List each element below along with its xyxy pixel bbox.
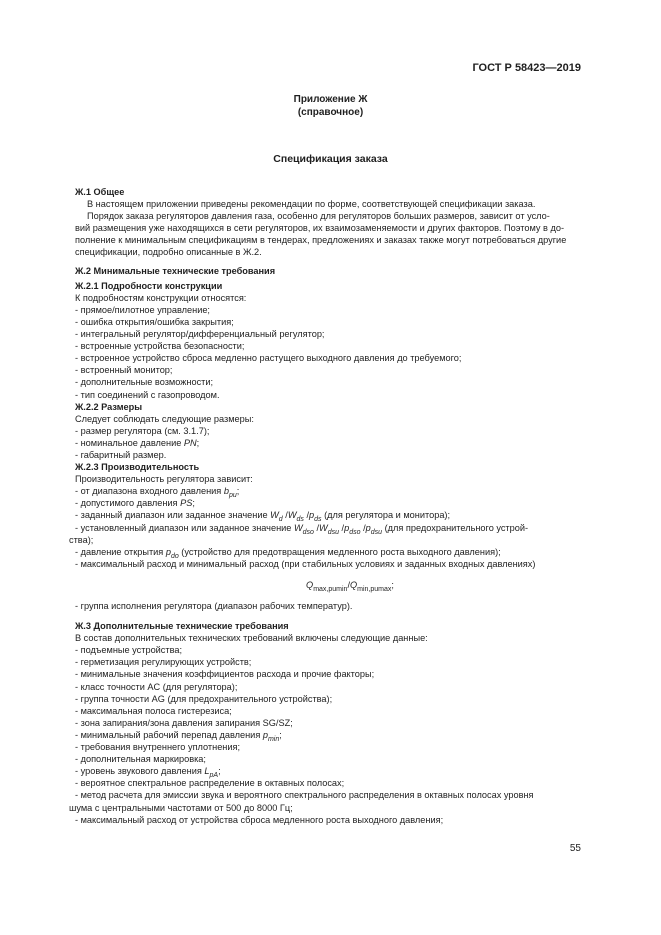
- section-title: Спецификация заказа: [273, 153, 388, 165]
- list-item: - максимальная полоса гистерезиса;: [75, 705, 232, 716]
- paragraph: В настоящем приложении приведены рекомендации по форме, соответствующей спецификации заказа.: [87, 199, 536, 210]
- list-item: - герметизация регулирующих устройств;: [75, 657, 252, 668]
- list-construction: [75, 304, 585, 401]
- list-item: - встроенное устройство сброса медленно растущего выходного давления до требуемого;: [75, 353, 462, 364]
- list-item: - группа точности AG (для предохранительного устройства);: [75, 693, 333, 704]
- list-item: - встроенные устройства безопасности;: [75, 341, 245, 352]
- list-item: - заданный диапазон или заданное значение $W_d$ $/W_{ds}$ $/p_{ds}$ (для регулятора и монитора);: [75, 510, 451, 524]
- list-item-continuation: шума с центральными частотами от 500 до 8000 Гц;: [69, 802, 293, 813]
- heading-zh1: Ж.1 Общее: [75, 187, 125, 197]
- paragraph-line: вий размещения уже находящихся в сети регуляторов, их взаимозаменяемости и других факторов. Поэтому в до-: [75, 223, 564, 234]
- list-item: - максимальный расход от устройства сброса медленного роста выходного давления;: [75, 814, 444, 825]
- list-item: - габаритный размер.: [75, 449, 167, 460]
- list-intro: В состав дополнительных технических требований включены следующие данные:: [75, 633, 428, 644]
- appendix-title: Приложение Ж: [293, 94, 368, 105]
- heading-zh3: Ж.3 Дополнительные технические требования: [75, 621, 289, 632]
- list-item: - группа исполнения регулятора (диапазон рабочих температур).: [75, 601, 353, 611]
- paragraph-line: Порядок заказа регуляторов давления газа, особенно для регуляторов больших размеров, зависит от усло-: [87, 211, 550, 222]
- paragraph-line: полнение к минимальным спецификациям в тендерах, предложениях и заказах также могут потребоваться другие: [75, 235, 567, 246]
- list-item: - прямое/пилотное управление;: [75, 304, 210, 315]
- standard-designation: ГОСТ Р 58423—2019: [472, 62, 581, 74]
- heading-zh2-2: Ж.2.2 Размеры: [75, 401, 143, 412]
- list-item: - минимальные значения коэффициентов расхода и прочие факторы;: [75, 669, 375, 680]
- list-item: - номинальное давление PN;: [75, 437, 200, 448]
- list-item: - зона запирания/зона давления запирания SG/SZ;: [75, 717, 293, 728]
- list-item: - давление открытия $p_{do}$ (устройство для предотвращения медленного роста выходного давления);: [75, 546, 501, 560]
- list-item: - размер регулятора (см. 3.1.7);: [75, 425, 210, 436]
- list-intro: К подробностям конструкции относятся:: [75, 292, 247, 303]
- paragraph-line: спецификации, подробно описанные в Ж.2.: [75, 247, 262, 258]
- appendix-header: [0, 93, 661, 119]
- list-item: - допустимого давления PS;: [75, 498, 195, 509]
- list-additional: [75, 644, 585, 729]
- list-item: - требования внутреннего уплотнения;: [75, 742, 241, 753]
- list-item: - минимальный рабочий перепад давления $p_{min}$;: [75, 729, 282, 743]
- heading-zh2-3: Ж.2.3 Производительность: [75, 462, 200, 473]
- list-item: - максимальный расход и минимальный расход (при стабильных условиях и заданных входных давлениях): [75, 558, 536, 569]
- paragraph: [75, 210, 585, 258]
- list-item: - вероятное спектральное распределение в октавных полосах;: [75, 778, 345, 789]
- list-intro: Следует соблюдать следующие размеры:: [75, 413, 254, 424]
- list-additional: [75, 741, 585, 765]
- list-item: - тип соединений с газопроводом.: [75, 389, 220, 400]
- heading-zh2-1: Ж.2.1 Подробности конструкции: [75, 280, 223, 291]
- list-item: [69, 789, 585, 813]
- list-item: - от диапазона входного давления $b_{pu}$;: [75, 486, 240, 500]
- list-item: - установленный диапазон или заданное значение $W_{dso}$ $/W_{dsu}$ $/p_{dso}$ $/p_{dsu}$ (для предохранительного устрой- ства);: [75, 522, 585, 546]
- list-item: - интегральный регулятор/дифференциальный регулятор;: [75, 329, 325, 340]
- list-item: - ошибка открытия/ошибка закрытия;: [75, 316, 234, 327]
- list-item: - подъемные устройства;: [75, 645, 183, 656]
- document-body: [69, 186, 585, 826]
- formula: $Q_{max,pumin}/Q_{min,pumax}$;: [306, 579, 394, 593]
- list-intro: Производительность регулятора зависит:: [75, 474, 253, 485]
- list-item: - уровень звукового давления $L_{pA}$;: [75, 766, 221, 780]
- appendix-subtitle: (справочное): [297, 107, 364, 118]
- heading-zh2: Ж.2 Минимальные технические требования: [75, 265, 276, 276]
- list-item: - дополнительная маркировка;: [75, 754, 206, 765]
- page-number: 55: [569, 843, 581, 854]
- list-item-continuation: ства);: [69, 534, 94, 545]
- list-item: - класс точности AC (для регулятора);: [75, 681, 238, 692]
- list-item: - встроенный монитор;: [75, 365, 173, 376]
- list-item: - дополнительные возможности;: [75, 377, 214, 388]
- list-item-line: - метод расчета для эмиссии звука и вероятного спектрального распределения в октавных полосах уровня: [75, 790, 534, 801]
